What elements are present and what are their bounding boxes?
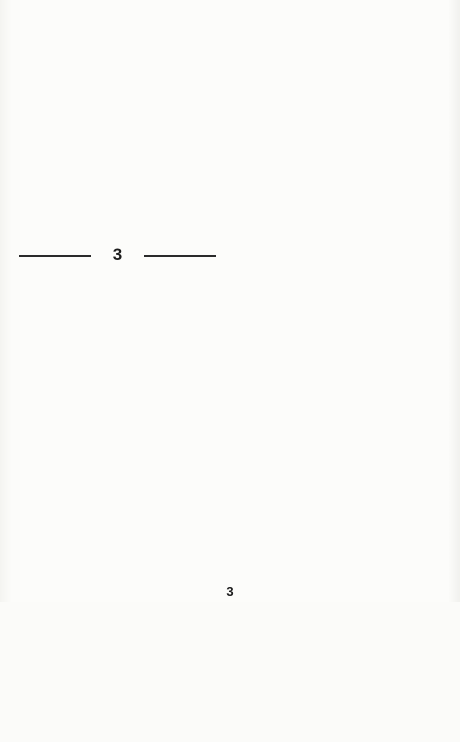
paragraph	[236, 195, 449, 290]
chapter-number: 3	[112, 245, 123, 265]
paragraph	[11, 274, 224, 285]
paragraph	[236, 448, 449, 459]
paragraph	[11, 184, 224, 226]
two-column-layout	[11, 5, 449, 585]
chapter-rule-right	[144, 255, 216, 257]
paragraph	[11, 611, 224, 653]
paragraph	[236, 605, 449, 647]
paragraph	[236, 647, 449, 742]
chapter-heading	[11, 244, 224, 266]
right-column	[236, 5, 449, 585]
paragraph	[11, 5, 224, 16]
left-column	[11, 5, 224, 585]
paragraph	[236, 290, 449, 353]
paragraph	[11, 380, 224, 443]
paragraph	[11, 131, 224, 142]
paragraph	[11, 485, 224, 548]
paragraph	[11, 16, 224, 79]
paragraph	[11, 443, 224, 485]
page-number: 3	[226, 584, 234, 599]
paragraph	[11, 79, 224, 121]
paragraph	[236, 395, 449, 406]
paragraph	[11, 142, 224, 184]
paragraph	[236, 5, 449, 100]
paragraph	[236, 406, 449, 448]
paragraph	[236, 458, 449, 500]
paragraph	[11, 121, 224, 132]
chapter-rule-left	[19, 255, 91, 257]
paragraph	[236, 500, 449, 542]
paragraph	[236, 100, 449, 195]
paragraph	[236, 353, 449, 395]
paragraph	[11, 285, 224, 380]
paragraph	[11, 226, 224, 237]
